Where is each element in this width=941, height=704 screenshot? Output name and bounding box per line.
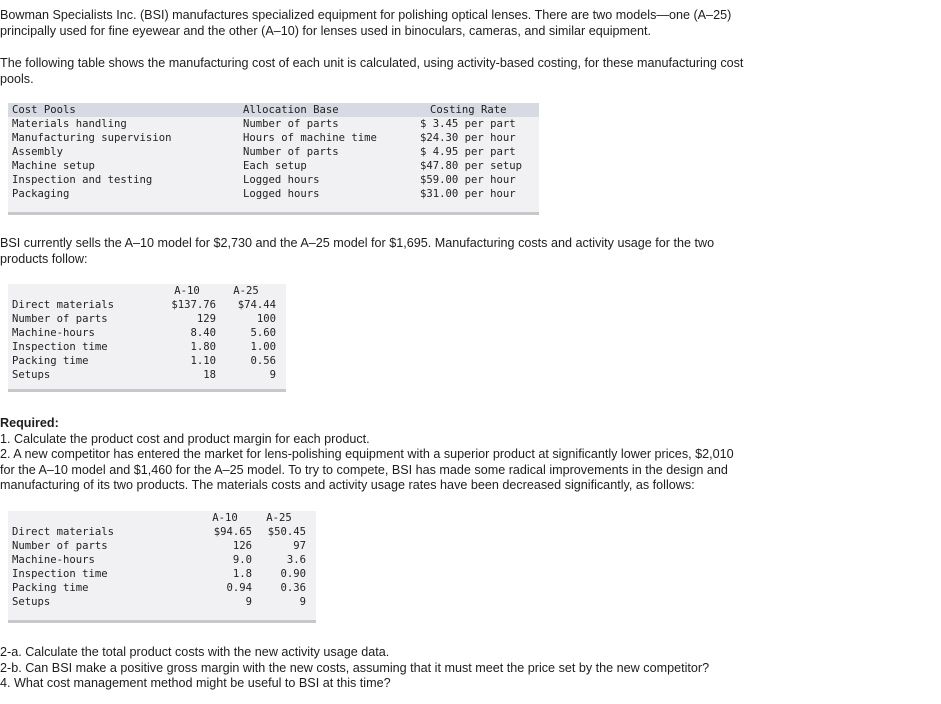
a10-value-cell: 9.0 — [232, 554, 252, 566]
usage-header-row — [8, 511, 306, 525]
usage-label-cell: Direct materials — [12, 299, 115, 311]
table-row — [8, 326, 276, 340]
usage-label-cell: Number of parts — [12, 313, 108, 325]
table-row — [8, 354, 276, 368]
usage-label-cell: Setups — [12, 369, 51, 381]
table-intro-paragraph — [0, 56, 860, 87]
usage-table-current — [8, 284, 286, 392]
a25-value-cell: $74.44 — [237, 299, 276, 311]
usage-label-cell: Machine-hours — [12, 327, 95, 339]
table-row — [8, 368, 276, 382]
question-2b: 2-b. Can BSI make a positive gross margin with the new costs, assuming that it must meet the price set by the new competitor? — [0, 660, 710, 675]
question-2a: 2-a. Calculate the total product costs with the new activity usage data. — [0, 645, 390, 659]
table-row — [8, 581, 306, 595]
required-item-2-line-2: for the A–10 model and $1,460 for the A–25 model. To try to compete, BSI has made some radical improvements in the design and — [0, 462, 728, 477]
a10-value-cell: 1.10 — [190, 355, 216, 367]
table-row — [8, 312, 276, 326]
usage-label-cell: Inspection time — [12, 568, 108, 580]
costing-rate-cell: $ 4.95 per part — [420, 146, 516, 158]
a10-value-cell: 18 — [203, 369, 216, 381]
usage-table-improved — [8, 511, 316, 623]
cost-pools-table — [8, 103, 539, 215]
table-row — [8, 567, 306, 581]
header-cost-pools: Cost Pools — [8, 103, 243, 117]
table-intro-line-2: pools. — [0, 71, 34, 86]
table-row — [8, 553, 306, 567]
required-title: Required: — [0, 416, 59, 430]
cost-pool-cell: Materials handling — [12, 118, 127, 130]
cost-pool-cell: Assembly — [12, 146, 64, 158]
table-row — [8, 340, 276, 354]
table-row — [8, 173, 539, 187]
a10-value-cell: 8.40 — [190, 327, 216, 339]
question-4: 4. What cost management method might be useful to BSI at this time? — [0, 676, 391, 690]
cost-pool-cell: Inspection and testing — [12, 174, 153, 186]
a25-value-cell: 97 — [293, 540, 306, 552]
costing-rate-cell: $24.30 per hour — [420, 132, 516, 144]
a25-value-cell: 0.36 — [280, 582, 306, 594]
cost-pool-cell: Manufacturing supervision — [12, 132, 172, 144]
usage-label-cell: Inspection time — [12, 341, 108, 353]
header-costing-rate: Costing Rate — [413, 103, 539, 117]
intro-paragraph — [0, 8, 860, 39]
cost-pool-cell: Packaging — [12, 188, 70, 200]
sales-line-1: BSI currently sells the A–10 model for $2,730 and the A–25 model for $1,695. Manufacturing costs and activity usage for the two — [0, 236, 715, 250]
table-row — [8, 525, 306, 539]
a10-value-cell: 0.94 — [226, 582, 252, 594]
table-row — [8, 131, 539, 145]
a25-value-cell: 1.00 — [250, 341, 276, 353]
table-row — [8, 187, 539, 201]
required-section — [0, 416, 860, 494]
allocation-base-cell: Number of parts — [243, 146, 339, 158]
usage-label-cell: Direct materials — [12, 526, 115, 538]
usage-label-cell: Machine-hours — [12, 554, 95, 566]
table-row — [8, 145, 539, 159]
a25-value-cell: 9 — [299, 596, 306, 608]
a10-value-cell: 126 — [232, 540, 252, 552]
usage-label-cell: Number of parts — [12, 540, 108, 552]
a10-value-cell: $137.76 — [171, 299, 216, 311]
usage-label-cell: Packing time — [12, 582, 89, 594]
costing-rate-cell: $59.00 per hour — [420, 174, 516, 186]
cost-pool-cell: Machine setup — [12, 160, 95, 172]
questions-section — [0, 645, 860, 692]
a10-value-cell: 9 — [245, 596, 252, 608]
table-row — [8, 159, 539, 173]
required-item-1: 1. Calculate the product cost and product margin for each product. — [0, 431, 370, 446]
allocation-base-cell: Logged hours — [243, 174, 320, 186]
allocation-base-cell: Number of parts — [243, 118, 339, 130]
a25-value-cell: $50.45 — [267, 526, 306, 538]
allocation-base-cell: Logged hours — [243, 188, 320, 200]
header-allocation-base: Allocation Base — [243, 103, 413, 117]
a25-value-cell: 0.56 — [250, 355, 276, 367]
header-a25: A-25 — [266, 512, 292, 524]
header-a25: A-25 — [233, 285, 259, 297]
allocation-base-cell: Hours of machine time — [243, 132, 377, 144]
sales-line-2: products follow: — [0, 251, 88, 266]
table-intro-line-1: The following table shows the manufacturing cost of each unit is calculated, using activity-based costing, for these manufacturing cost — [0, 56, 744, 70]
table-row — [8, 595, 306, 609]
a10-value-cell: $94.65 — [213, 526, 252, 538]
table-row — [8, 298, 276, 312]
a25-value-cell: 100 — [256, 313, 276, 325]
table-row — [8, 117, 539, 131]
header-a10: A-10 — [174, 285, 200, 297]
a10-value-cell: 1.8 — [232, 568, 252, 580]
allocation-base-cell: Each setup — [243, 160, 307, 172]
costing-rate-cell: $47.80 per setup — [420, 160, 523, 172]
a25-value-cell: 3.6 — [286, 554, 306, 566]
a10-value-cell: 129 — [196, 313, 216, 325]
intro-line-1: Bowman Specialists Inc. (BSI) manufactures specialized equipment for polishing optical lenses. There are two models—one (A–25) — [0, 8, 732, 22]
usage-label-cell: Setups — [12, 596, 51, 608]
required-item-2-line-1: 2. A new competitor has entered the market for lens-polishing equipment with a superior product at significantly lower prices, $2,010 — [0, 447, 734, 461]
usage-header-row — [8, 284, 276, 298]
costing-rate-cell: $ 3.45 per part — [420, 118, 516, 130]
a25-value-cell: 9 — [269, 369, 276, 381]
required-item-2-line-3: manufacturing of its two products. The materials costs and activity usage rates have been decreased significantly, as follows: — [0, 478, 695, 492]
a25-value-cell: 5.60 — [250, 327, 276, 339]
costing-rate-cell: $31.00 per hour — [420, 188, 516, 200]
a10-value-cell: 1.80 — [190, 341, 216, 353]
table-row — [8, 539, 306, 553]
cost-pools-header-row — [8, 103, 539, 117]
a25-value-cell: 0.90 — [280, 568, 306, 580]
usage-label-cell: Packing time — [12, 355, 89, 367]
header-a10: A-10 — [212, 512, 238, 524]
intro-line-2: principally used for fine eyewear and the other (A–10) for lenses used in binoculars, cameras, and similar equipment. — [0, 23, 652, 38]
sales-paragraph — [0, 236, 860, 267]
